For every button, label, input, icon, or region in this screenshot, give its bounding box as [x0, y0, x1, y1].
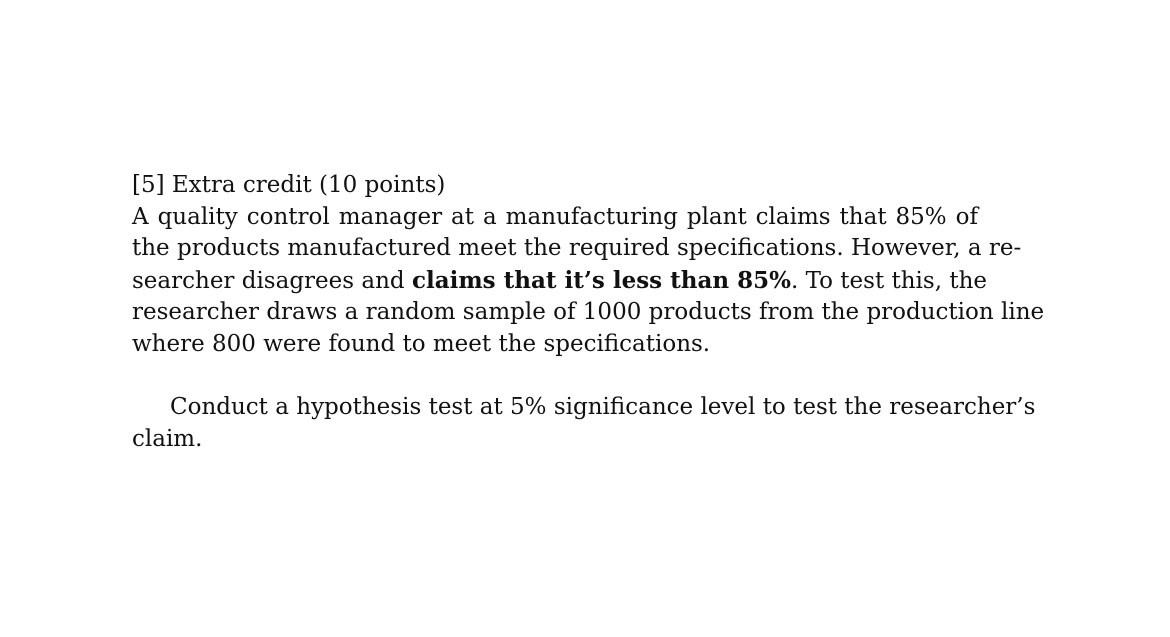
task-line-2: claim. — [132, 425, 203, 452]
researcher-claim-bold: claims that it’s less than 85% — [411, 266, 791, 294]
paragraph-gap — [132, 360, 978, 392]
statement-line-3-end: . To test this, the — [790, 267, 988, 294]
statement-line-3 — [132, 265, 988, 298]
statement-line-4: researcher draws a random sample of 1000 products from the production line — [132, 299, 1045, 325]
task-line-1: Conduct a hypothesis test at 5% significance level to test the researcher’s — [170, 394, 1036, 420]
problem-block — [132, 170, 1045, 455]
statement-line-5: where 800 were found to meet the specifications. — [132, 330, 711, 357]
statement-line-1: A quality control manager at a manufacturing plant claims that 85% of — [132, 203, 978, 230]
statement-line-3-start: searcher disagrees and — [132, 267, 412, 294]
statement-line-2: the products manufactured meet the required specifications. However, a re- — [132, 235, 1022, 261]
problem-statement — [132, 202, 1045, 361]
problem-heading: [5] Extra credit (10 points) — [132, 172, 446, 198]
problem-task — [132, 392, 1036, 455]
